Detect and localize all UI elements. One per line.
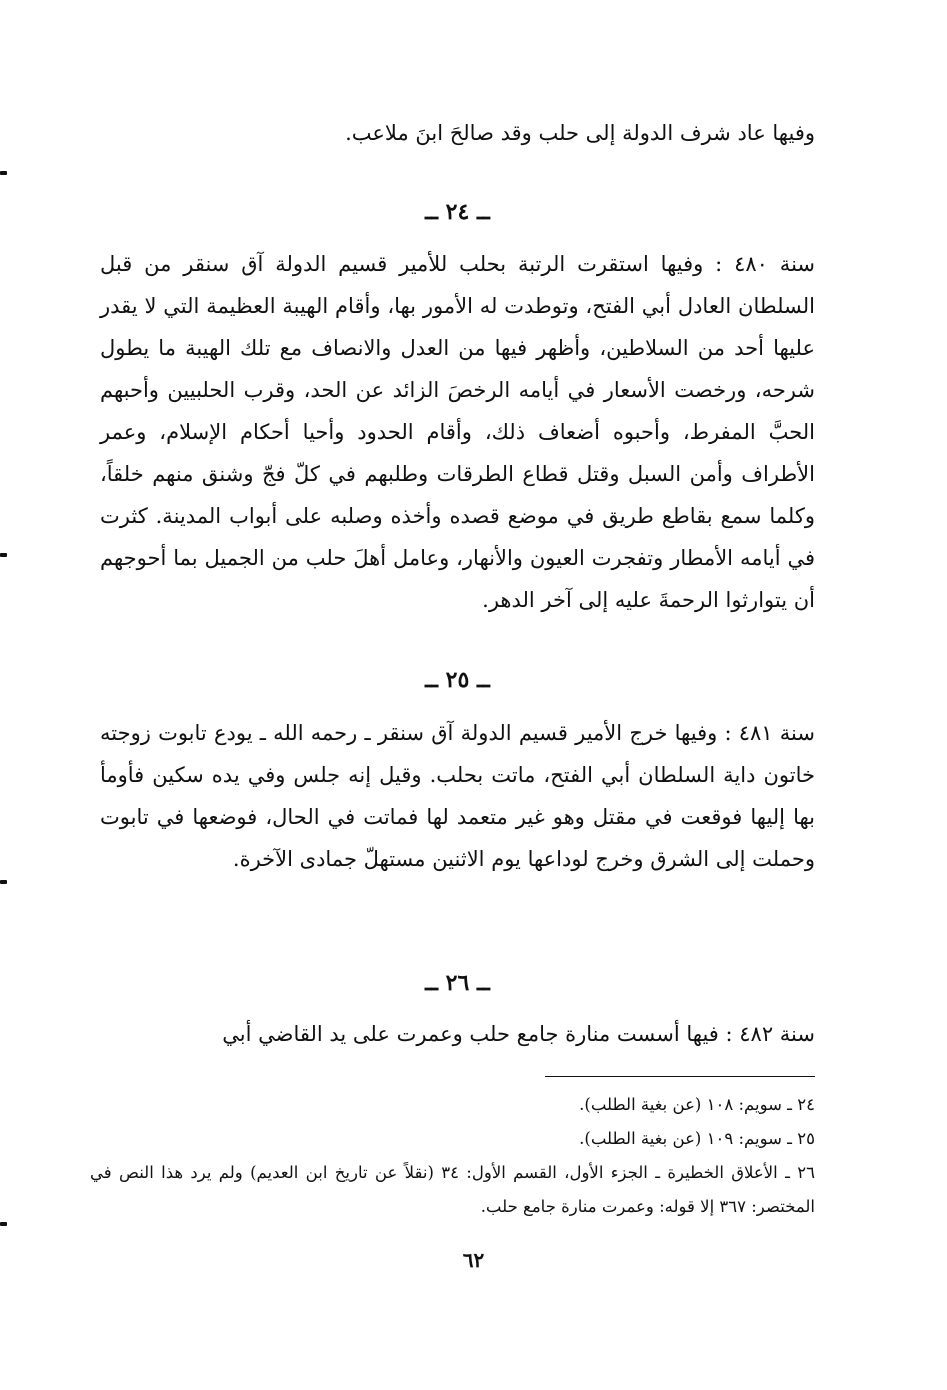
section-paragraph-25: سنة ٤٨١ : وفيها خرج الأمير قسيم الدولة آق سنقر ـ رحمه الله ـ يودع تابوت زوجته خاتون داية السلطان أبي الفتح، ماتت بحلب. وقيل إنه جلس وفي يده سكين فأومأ بها إليها فوقعت في مقتل وهو غير متعمد لها فماتت في الحال، فوضعها في تابوت وحملت إلى الشرق وخرج لوداعها يوم الاثنين مستهلّ جمادى الآخرة. — [100, 721, 815, 871]
section-number-25: ــ ٢٥ ــ — [425, 667, 490, 693]
margin-mark — [0, 1222, 7, 1226]
section-number-24: ــ ٢٤ ــ — [425, 199, 490, 225]
page-number: ٦٢ — [462, 1248, 485, 1272]
section-paragraph-26: سنة ٤٨٢ : فيها أسست منارة جامع حلب وعمرت على يد القاضي أبي — [222, 1022, 815, 1046]
section-number-26: ــ ٢٦ ــ — [425, 970, 490, 996]
footnote-24: ٢٤ ـ سويم: ١٠٨ (عن بغية الطلب). — [579, 1095, 815, 1114]
section-paragraph-24: سنة ٤٨٠ : وفيها استقرت الرتبة بحلب للأمير قسيم الدولة آق سنقر من قبل السلطان العادل أبي الفتح، وتوطدت له الأمور بها، وأقام الهيبة العظيمة التي لا يقدر عليها أحد من السلاطين، وأظهر فيها من العدل والانصاف مع تلك الهيبة ما يطول شرحه، ورخصت الأسعار في أيامه الرخصَ الزائد عن الحد، وقرب الحلبيين وأحبهم الحبَّ المفرط، وأحبوه أضعاف ذلك، وأقام الحدود وأحيا أحكام الإسلام، وعمر الأطراف وأمن السبل وقتل قطاع الطرقات وطلبهم في كلّ فجّ وشنق منهم خلقاً، وكلما سمع بقاطع طريق في موضع قصده وأخذه وصلبه على أبواب المدينة. كثرت في أيامه الأمطار وتفجرت العيون والأنهار، وعامل أهلَ حلب من الجميل بما أحوجهم أن يتوارثوا الرحمةَ عليه إلى آخر الدهر. — [100, 252, 815, 612]
footnotes-list — [90, 1088, 815, 1224]
opening-line: وفيها عاد شرف الدولة إلى حلب وقد صالحَ ابنَ ملاعب. — [345, 121, 815, 145]
margin-mark — [0, 553, 7, 557]
footnote-divider — [545, 1076, 815, 1077]
footnote-25: ٢٥ ـ سويم: ١٠٩ (عن بغية الطلب). — [579, 1129, 815, 1148]
margin-mark — [0, 880, 7, 884]
footnote-26: ٢٦ ـ الأعلاق الخطيرة ـ الجزء الأول، القسم الأول: ٣٤ (نقلاً عن تاريخ ابن العديم) ولم يرد هذا النص في المختصر: ٣٦٧ إلا قوله: وعمرت منارة جامع حلب. — [90, 1163, 815, 1216]
margin-mark — [0, 171, 7, 175]
